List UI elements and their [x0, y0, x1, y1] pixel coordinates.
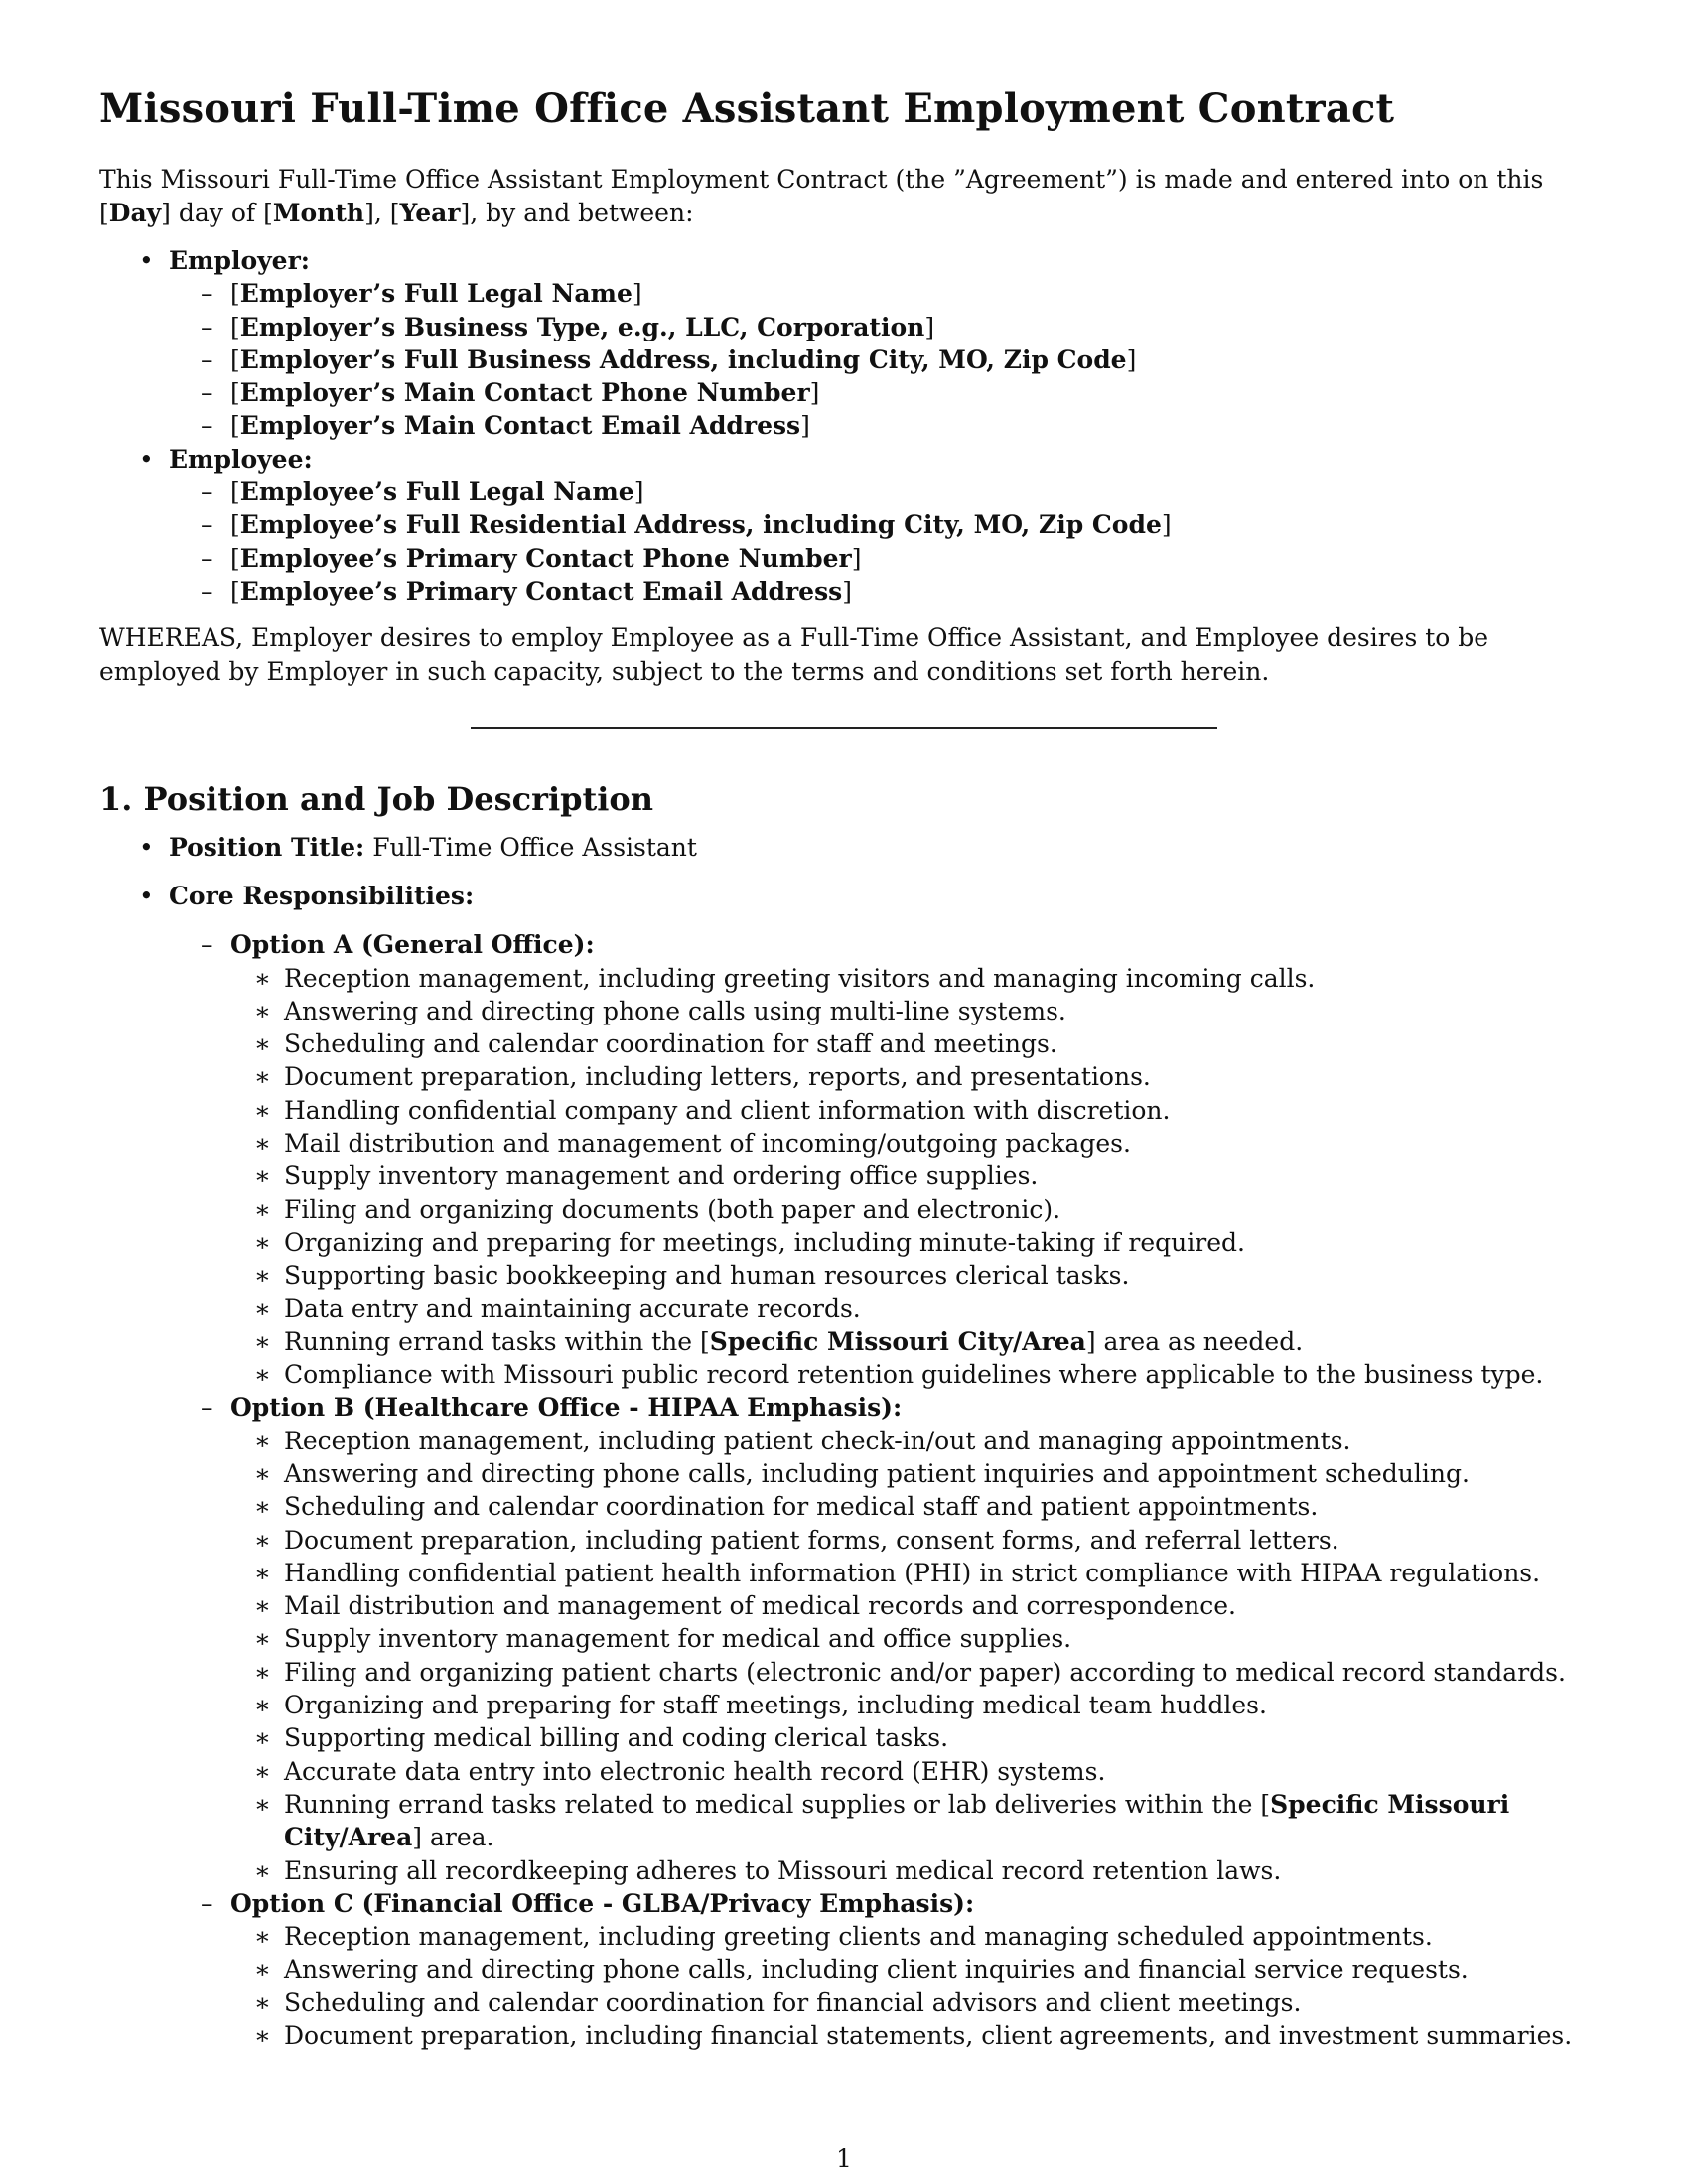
list-item: ∗ Scheduling and calendar coordination for medical staff and patient appointments. [230, 1490, 1589, 1523]
placeholder-month: Month [272, 199, 365, 227]
list-item: ∗ Scheduling and calendar coordination for staff and meetings. [230, 1027, 1589, 1060]
employer-item [99, 244, 1589, 443]
employee-field: – [Employee’s Primary Contact Phone Number] [169, 542, 1589, 575]
employer-field: – [Employer’s Main Contact Phone Number] [169, 376, 1589, 409]
list-item: ∗ Document preparation, including patient forms, consent forms, and referral letters. [230, 1524, 1589, 1557]
list-item: ∗ Reception management, including greeting clients and managing scheduled appointments. [230, 1920, 1589, 1953]
list-item: ∗ Running errand tasks within the [Specific Missouri City/Area] area as needed. [230, 1325, 1589, 1358]
option-b-label: Option B (Healthcare Office - HIPAA Emphasis): [230, 1393, 903, 1423]
intro-text-4: ], by and between: [460, 199, 694, 227]
position-title-label: Position Title: [169, 832, 365, 862]
employer-field: – [Employer’s Main Contact Email Address] [169, 409, 1589, 442]
list-item: ∗ Data entry and maintaining accurate records. [230, 1293, 1589, 1325]
employee-label: Employee: [169, 444, 313, 474]
option-a [169, 928, 1589, 1391]
list-item: ∗ Supply inventory management and ordering office supplies. [230, 1160, 1589, 1192]
intro-text-1: This Missouri Full-Time Office Assistant Employment Contract (the ”Agreement”) is made and entered into on this [ [99, 165, 1544, 227]
employer-field: – [Employer’s Full Legal Name] [169, 277, 1589, 310]
option-b-items [230, 1425, 1589, 1887]
placeholder-year: Year [399, 199, 461, 227]
list-item: ∗ Mail distribution and management of incoming/outgoing packages. [230, 1127, 1589, 1160]
option-b [169, 1391, 1589, 1886]
core-responsibilities-label: Core Responsibilities: [169, 881, 475, 910]
list-item: ∗ Running errand tasks related to medical supplies or lab deliveries within the [Specific Missouri City/Area] area. [230, 1788, 1589, 1854]
employee-field: – [Employee’s Full Residential Address, including City, MO, Zip Code] [169, 508, 1589, 541]
list-item: ∗ Answering and directing phone calls, including patient inquiries and appointment scheduling. [230, 1457, 1589, 1490]
document-title: Missouri Full-Time Office Assistant Employment Contract [99, 85, 1395, 132]
list-item: ∗ Reception management, including greeting visitors and managing incoming calls. [230, 962, 1589, 995]
list-item: ∗ Compliance with Missouri public record retention guidelines where applicable to the business type. [230, 1358, 1589, 1391]
employee-item [99, 443, 1589, 608]
list-item: ∗ Handling confidential company and client information with discretion. [230, 1094, 1589, 1127]
list-item: ∗ Filing and organizing documents (both paper and electronic). [230, 1193, 1589, 1226]
options-list [169, 928, 1589, 2052]
section-1-list [99, 831, 1589, 2053]
placeholder-day: Day [108, 199, 162, 227]
list-item: ∗ Answering and directing phone calls, including client inquiries and financial service requests. [230, 1953, 1589, 1985]
list-item: ∗ Filing and organizing patient charts (electronic and/or paper) according to medical record standards. [230, 1656, 1589, 1689]
employee-field: – [Employee’s Full Legal Name] [169, 476, 1589, 508]
list-item: ∗ Reception management, including patient check-in/out and managing appointments. [230, 1425, 1589, 1457]
employee-field: – [Employee’s Primary Contact Email Address] [169, 575, 1589, 608]
page-number: 1 [836, 2144, 852, 2173]
list-item: ∗ Document preparation, including letters, reports, and presentations. [230, 1060, 1589, 1093]
option-a-items [230, 962, 1589, 1392]
list-item: ∗ Scheduling and calendar coordination for financial advisors and client meetings. [230, 1986, 1589, 2019]
option-c [169, 1887, 1589, 2052]
list-item: ∗ Ensuring all recordkeeping adheres to Missouri medical record retention laws. [230, 1854, 1589, 1887]
option-c-items [230, 1920, 1589, 2052]
whereas-paragraph: WHEREAS, Employer desires to employ Employee as a Full-Time Office Assistant, and Employee desires to be employed by Employer in such capacity, subject to the terms and conditions set forth herein. [99, 623, 1489, 687]
list-item: ∗ Document preparation, including financial statements, client agreements, and investment summaries. [230, 2019, 1589, 2052]
intro-text-2: ] day of [ [161, 199, 273, 227]
position-title-item [99, 831, 1589, 864]
list-item: ∗ Supply inventory management for medical and office supplies. [230, 1622, 1589, 1655]
employer-field: – [Employer’s Business Type, e.g., LLC, Corporation] [169, 311, 1589, 343]
position-title-value: Full-Time Office Assistant [364, 832, 697, 862]
employer-field: – [Employer’s Full Business Address, including City, MO, Zip Code] [169, 343, 1589, 376]
parties-list [99, 244, 1589, 608]
option-c-label: Option C (Financial Office - GLBA/Privacy Emphasis): [230, 1888, 975, 1918]
placeholder-city: Specific Missouri City/Area [709, 1326, 1086, 1356]
list-item: ∗ Handling confidential patient health information (PHI) in strict compliance with HIPAA regulations. [230, 1557, 1589, 1589]
list-item: ∗ Mail distribution and management of medical records and correspondence. [230, 1589, 1589, 1622]
list-item: ∗ Organizing and preparing for staff meetings, including medical team huddles. [230, 1689, 1589, 1721]
employee-fields [169, 476, 1589, 608]
employer-label: Employer: [169, 246, 310, 275]
employer-fields [169, 277, 1589, 442]
list-item: ∗ Supporting medical billing and coding clerical tasks. [230, 1721, 1589, 1754]
intro-paragraph [99, 163, 1589, 230]
document-page [99, 85, 1589, 2052]
option-a-label: Option A (General Office): [230, 930, 595, 960]
section-heading: 1. Position and Job Description [99, 780, 654, 819]
horizontal-divider [471, 727, 1217, 729]
list-item: ∗ Accurate data entry into electronic health record (EHR) systems. [230, 1755, 1589, 1788]
list-item: ∗ Answering and directing phone calls using multi-line systems. [230, 995, 1589, 1027]
core-responsibilities-item [99, 880, 1589, 2052]
list-item: ∗ Organizing and preparing for meetings, including minute-taking if required. [230, 1226, 1589, 1259]
placeholder-city: Specific Missouri City/Area [284, 1789, 1510, 1852]
list-item: ∗ Supporting basic bookkeeping and human resources clerical tasks. [230, 1259, 1589, 1292]
intro-text-3: ], [ [364, 199, 400, 227]
